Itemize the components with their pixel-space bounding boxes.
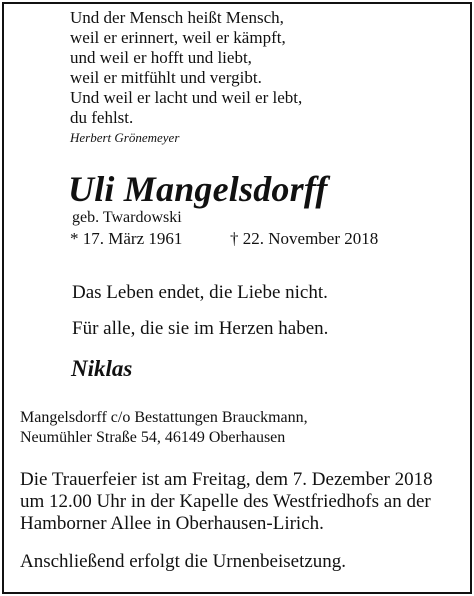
- poem-line: weil er mitfühlt und vergibt.: [70, 68, 262, 87]
- birth-name: geb. Twardowski: [72, 209, 182, 226]
- poem-line: weil er erinnert, weil er kämpft,: [70, 28, 286, 47]
- contact-address: [20, 408, 308, 448]
- closing-note: Anschließend erfolgt die Urnenbeisetzung.: [20, 551, 347, 572]
- ceremony-line: Hamborner Allee in Oberhausen-Lirich.: [20, 513, 324, 534]
- poem-line: Und weil er lacht und weil er lebt,: [70, 88, 303, 107]
- address-line: Neumühler Straße 54, 46149 Oberhausen: [20, 429, 286, 446]
- birth-date: * 17. März 1961: [70, 229, 183, 248]
- deceased-name: Uli Mangelsdorff: [68, 169, 328, 209]
- death-date: † 22. November 2018: [230, 229, 379, 248]
- poem-line: und weil er hofft und liebt,: [70, 48, 252, 67]
- message-line: Für alle, die sie im Herzen haben.: [72, 318, 329, 339]
- poem-line: Und der Mensch heißt Mensch,: [70, 8, 284, 27]
- ceremony-line: um 12.00 Uhr in der Kapelle des Westfriedhofs an der: [20, 491, 431, 512]
- address-line: Mangelsdorff c/o Bestattungen Brauckmann,: [20, 409, 308, 426]
- ceremony-info: [20, 469, 433, 535]
- ceremony-line: Die Trauerfeier ist am Freitag, dem 7. Dezember 2018: [20, 469, 433, 490]
- message-line: Das Leben endet, die Liebe nicht.: [72, 282, 328, 303]
- signer-name: Niklas: [71, 356, 133, 381]
- poem-author: Herbert Grönemeyer: [70, 130, 180, 145]
- poem-line: du fehlst.: [70, 108, 134, 127]
- poem: [70, 8, 302, 128]
